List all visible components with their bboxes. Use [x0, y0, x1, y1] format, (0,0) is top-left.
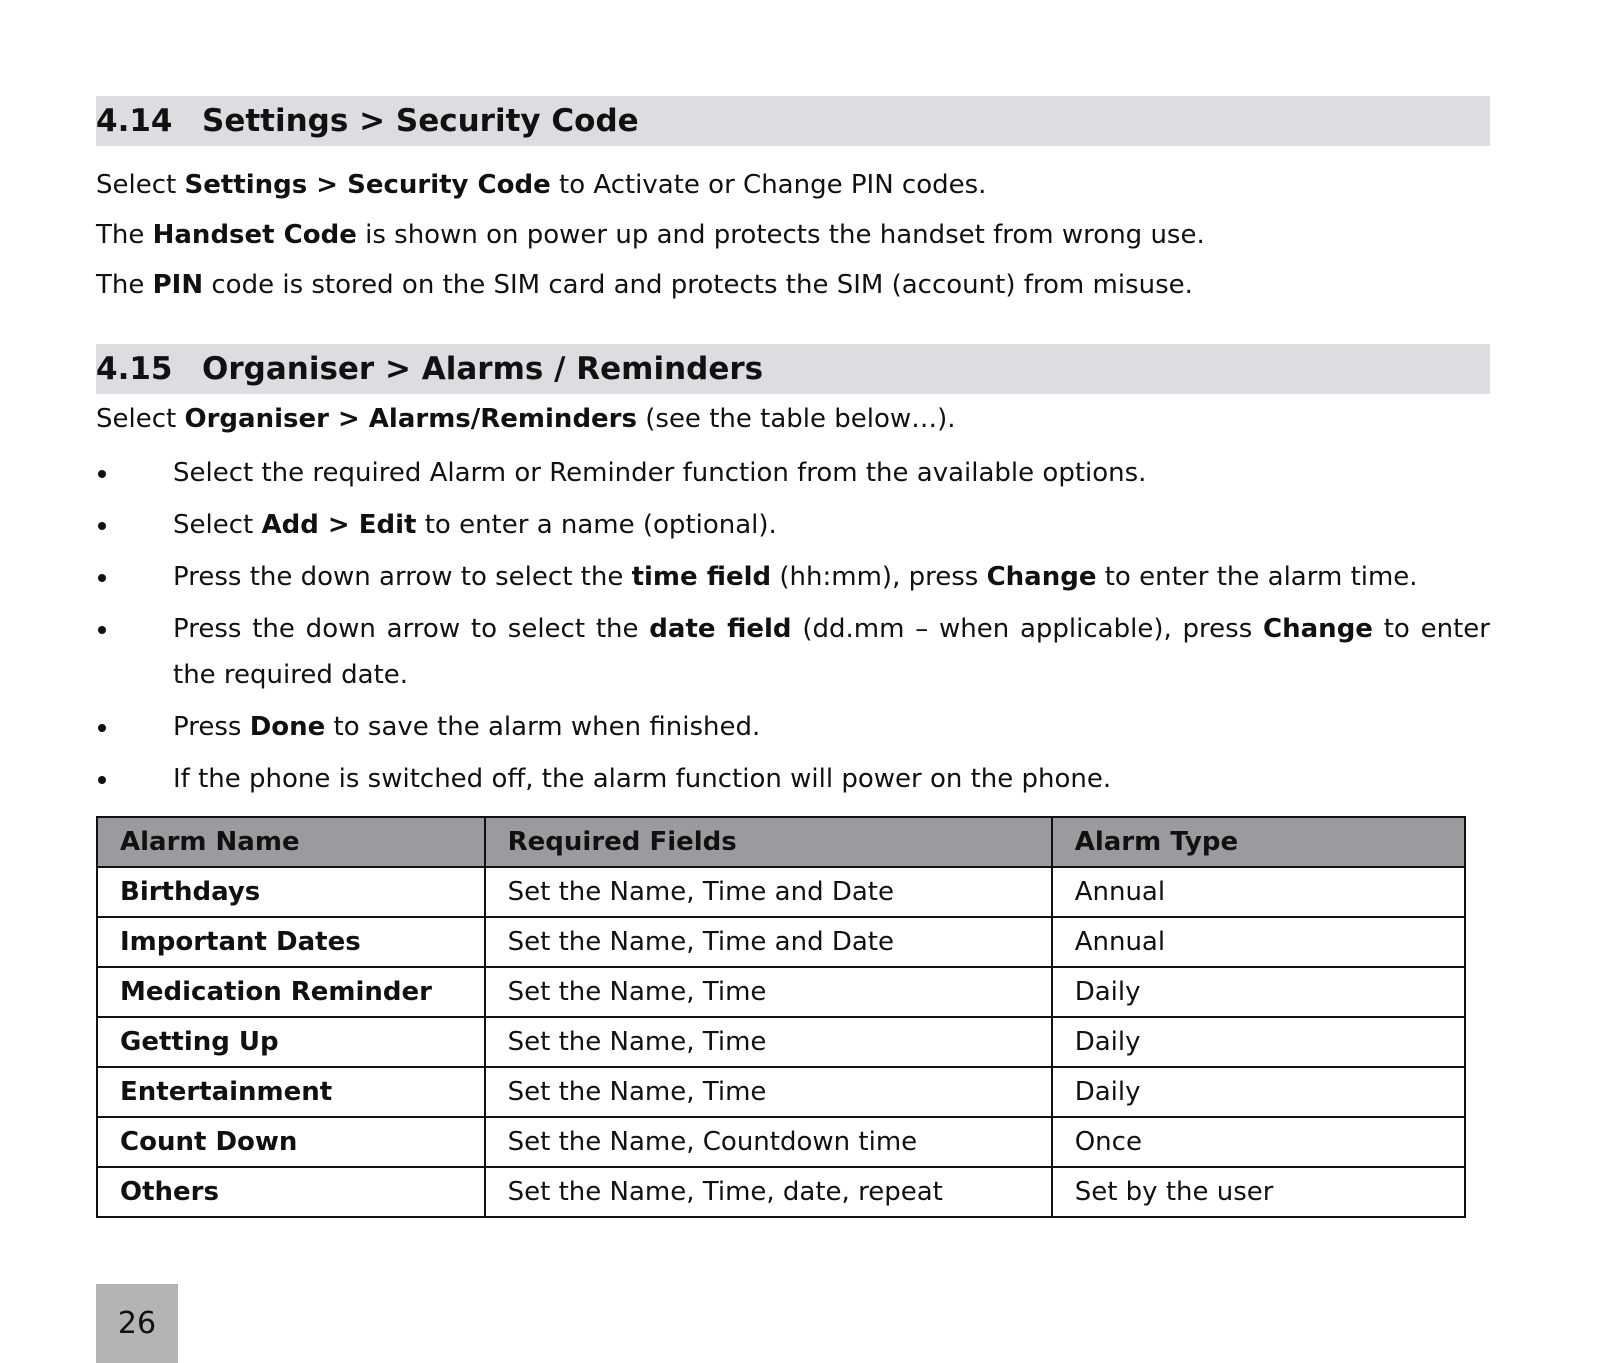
cell-alarm-name: Birthdays	[97, 867, 485, 917]
text-run: to save the alarm when finished.	[325, 712, 761, 742]
cell-required-fields: Set the Name, Countdown time	[485, 1117, 1052, 1167]
text-run: If the phone is switched off, the alarm function will power on the phone.	[173, 764, 1112, 794]
bold-text: Change	[1263, 614, 1373, 644]
list-item	[96, 606, 1490, 698]
table-header-row	[97, 817, 1465, 867]
text-run: to enter the required date.	[173, 614, 1490, 690]
list-item	[96, 450, 1490, 496]
bold-text: Settings > Security Code	[184, 170, 551, 200]
bullet-icon	[98, 470, 106, 478]
manual-page	[96, 96, 1490, 1218]
bullet-icon	[98, 522, 106, 530]
paragraph-line	[96, 210, 1490, 260]
text-run: Press	[173, 712, 250, 742]
text-run: to enter a name (optional).	[416, 510, 777, 540]
cell-required-fields: Set the Name, Time, date, repeat	[485, 1167, 1052, 1217]
cell-alarm-name: Others	[97, 1167, 485, 1217]
text-run: Press the down arrow to select the	[173, 562, 632, 592]
cell-alarm-name: Important Dates	[97, 917, 485, 967]
bullet-icon	[98, 574, 106, 582]
table-row	[97, 867, 1465, 917]
cell-required-fields: Set the Name, Time and Date	[485, 867, 1052, 917]
table-row	[97, 1017, 1465, 1067]
alarm-types-table	[96, 816, 1466, 1218]
bold-text: time field	[631, 562, 772, 592]
bold-text: Done	[249, 712, 326, 742]
bold-text: Handset Code	[152, 220, 357, 250]
header-required-fields: Required Fields	[485, 817, 1052, 867]
text-run: Select the required Alarm or Reminder function from the available options.	[173, 458, 1147, 488]
section-heading-alarms-reminders	[96, 344, 1490, 394]
text-run: (see the table below…).	[636, 404, 956, 434]
table-row	[97, 1117, 1465, 1167]
table-row	[97, 917, 1465, 967]
list-item	[96, 704, 1490, 750]
page-number: 26	[96, 1284, 178, 1363]
cell-alarm-type: Daily	[1052, 1067, 1465, 1117]
text-run: Select	[96, 404, 185, 434]
bold-text: Organiser > Alarms/Reminders	[184, 404, 637, 434]
text-run: to enter the alarm time.	[1096, 562, 1418, 592]
list-item	[96, 756, 1490, 802]
section-title: Settings > Security Code	[202, 103, 639, 139]
cell-alarm-type: Annual	[1052, 917, 1465, 967]
text-run: Press the down arrow to select the	[173, 614, 650, 644]
bold-text: PIN	[152, 270, 204, 300]
cell-alarm-name: Count Down	[97, 1117, 485, 1167]
paragraph-line	[96, 160, 1490, 210]
text-run: (dd.mm – when applicable), press	[791, 614, 1264, 644]
cell-alarm-name: Getting Up	[97, 1017, 485, 1067]
section-title: Organiser > Alarms / Reminders	[202, 351, 764, 387]
alarms-instructions-list	[96, 450, 1490, 802]
text-run: Select	[173, 510, 262, 540]
header-alarm-type: Alarm Type	[1052, 817, 1465, 867]
bullet-icon	[98, 776, 106, 784]
bullet-icon	[98, 626, 106, 634]
text-run: Select	[96, 170, 185, 200]
section-number: 4.14	[96, 103, 173, 139]
cell-alarm-type: Annual	[1052, 867, 1465, 917]
cell-alarm-name: Medication Reminder	[97, 967, 485, 1017]
table-row	[97, 1067, 1465, 1117]
section-heading-security-code	[96, 96, 1490, 146]
cell-required-fields: Set the Name, Time	[485, 1067, 1052, 1117]
bullet-icon	[98, 724, 106, 732]
text-run: The	[96, 220, 153, 250]
cell-alarm-type: Set by the user	[1052, 1167, 1465, 1217]
cell-alarm-type: Daily	[1052, 967, 1465, 1017]
bold-text: Add > Edit	[261, 510, 417, 540]
alarms-intro-paragraph	[96, 394, 1490, 444]
table-row	[97, 1167, 1465, 1217]
paragraph-line	[96, 260, 1490, 310]
cell-required-fields: Set the Name, Time	[485, 967, 1052, 1017]
text-run: to Activate or Change PIN codes.	[550, 170, 987, 200]
bold-text: date field	[649, 614, 792, 644]
cell-required-fields: Set the Name, Time	[485, 1017, 1052, 1067]
text-run: is shown on power up and protects the handset from wrong use.	[356, 220, 1205, 250]
cell-alarm-type: Once	[1052, 1117, 1465, 1167]
text-run: The	[96, 270, 153, 300]
cell-alarm-name: Entertainment	[97, 1067, 485, 1117]
text-run: (hh:mm), press	[771, 562, 987, 592]
bold-text: Change	[986, 562, 1097, 592]
text-run: code is stored on the SIM card and protects the SIM (account) from misuse.	[203, 270, 1193, 300]
security-code-paragraphs	[96, 160, 1490, 310]
table-row	[97, 967, 1465, 1017]
list-item	[96, 554, 1490, 600]
cell-alarm-type: Daily	[1052, 1017, 1465, 1067]
header-alarm-name: Alarm Name	[97, 817, 485, 867]
section-number: 4.15	[96, 351, 173, 387]
list-item	[96, 502, 1490, 548]
cell-required-fields: Set the Name, Time and Date	[485, 917, 1052, 967]
